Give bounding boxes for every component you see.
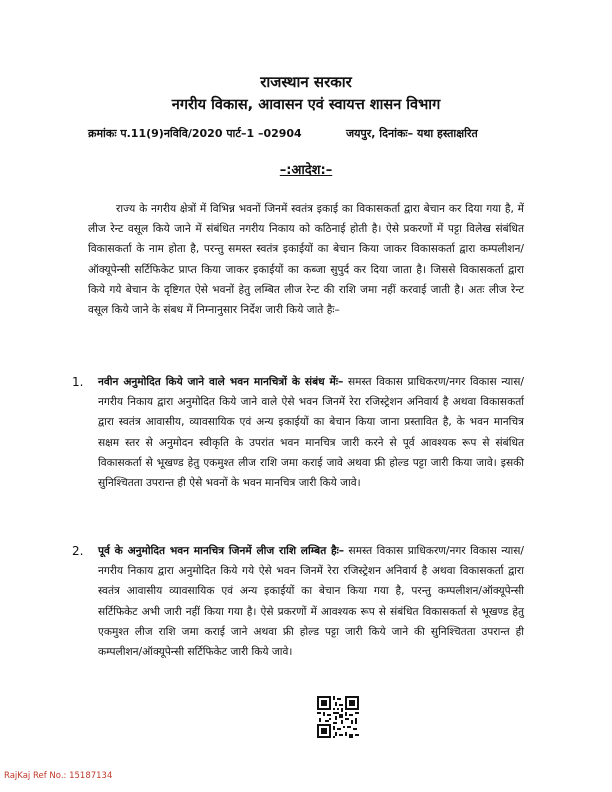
item-body	[98, 372, 524, 493]
qr-code-icon	[317, 696, 359, 738]
item-heading: नवीन अनुमोदित किये जाने वाले भवन मानचित्रों के संबंध मेंः–	[98, 376, 344, 388]
item-text: समस्त विकास प्राधिकरण/नगर विकास न्यास/नगरीय निकाय द्वारा अनुमोदित किये जाने वाले ऐसे भवन जिनमें रेरा रजिस्ट्रेशन अनिवार्य है अथवा विकासकर्ता द्वारा स्वतंत्र आवासीय, व्यावसायिक एवं अन्य इकाईयों का बेचान किया जाना प्रस्तावित है, के भवन मानचित्र सक्षम स्तर से अनुमोदन स्वीकृति के उपरांत भवन मानचित्र जारी करने से पूर्व आवश्यक रूप से संबंधित विकासकर्ता से भूखण्ड हेतु एकमुश्त लीज राशि जमा कराई जावे अथवा फ्री होल्ड पट्टा जारी किया जावे। इसकी सुनिश्चितता उपरान्त ही ऐसे भवनों के भवन मानचित्र जारी किये जावे।	[98, 376, 524, 490]
intro-paragraph: राज्य के नगरीय क्षेत्रों में विभिन्न भवनों जिनमें स्वतंत्र इकाई का विकासकर्ता द्वारा बेचान कर दिया गया है, में लीज रेन्ट वसूल किये जाने में संबंधित नगरीय निकाय को कठिनाई होती है। ऐसे प्रकरणों में पट्टा विलेख संबंधित विकासकर्ता के नाम होता है, परन्तु समस्त स्वतंत्र इकाईयों का बेचान किया जाकर विकासकर्ता द्वारा कम्पलीशन/ऑक्यूपेन्सी सर्टिफिकेट प्राप्त किया जाकर इकाईयों का कब्जा सुपुर्द कर दिया जाता है। जिससे विकासकर्ता द्वारा किये गये बेचान के दृष्टिगत ऐसे भवनों हेतु लम्बित लीज रेन्ट की राशि जमा नहीं करवाई जाती है। अतः लीज रेन्ट वसूल किये जाने के संबध में निम्नानुसार निर्देश जारी किये जाते हैः–	[88, 203, 524, 317]
rajkaj-reference: RajKaj Ref No.: 15187134	[4, 771, 113, 781]
item-heading: पूर्व के अनुमोदित भवन मानचित्र जिनमें लीज राशि लम्बित हैः–	[98, 545, 345, 557]
item-body	[98, 541, 524, 662]
directive-item	[72, 541, 524, 662]
item-number: 2.	[72, 544, 84, 558]
department-title: नगरीय विकास, आवासन एवं स्वायत्त शासन विभाग	[171, 97, 441, 113]
order-title: –:आदेश:–	[279, 163, 333, 178]
item-text: समस्त विकास प्राधिकरण/नगर विकास न्यास/नगरीय निकाय द्वारा अनुमोदित किये गये ऐसे भवन जिनमें रेरा रजिस्ट्रेशन अनिवार्य है अथवा विकासकर्ता द्वारा स्वतंत्र आवासीय व्यावसायिक एवं अन्य इकाईयों का बेचान किया गया है, परन्तु कम्पलीशन/ऑक्यूपेन्सी सर्टिफिकेट अभी जारी नहीं किया गया है। ऐसे प्रकरणों में आवश्यक रूप से संबंधित विकासकर्ता से भूखण्ड हेतु एकमुश्त लीज राशि जमा कराई जाने अथवा फ्री होल्ड पट्टा जारी किये जाने की सुनिश्चितता उपरान्त ही कम्पलीशन/ऑक्यूपेन्सी सर्टिफिकेट जारी किये जावे।	[98, 545, 524, 659]
reference-number: क्रमांकः प.11(9)नविवि/2020 पार्ट–1 –02904	[88, 127, 302, 140]
item-number: 1.	[72, 375, 84, 389]
place-date: जयपुर, दिनांकः– यथा हस्ताक्षरित	[346, 127, 478, 140]
government-title: राजस्थान सरकार	[260, 73, 352, 91]
directive-item	[72, 372, 524, 493]
